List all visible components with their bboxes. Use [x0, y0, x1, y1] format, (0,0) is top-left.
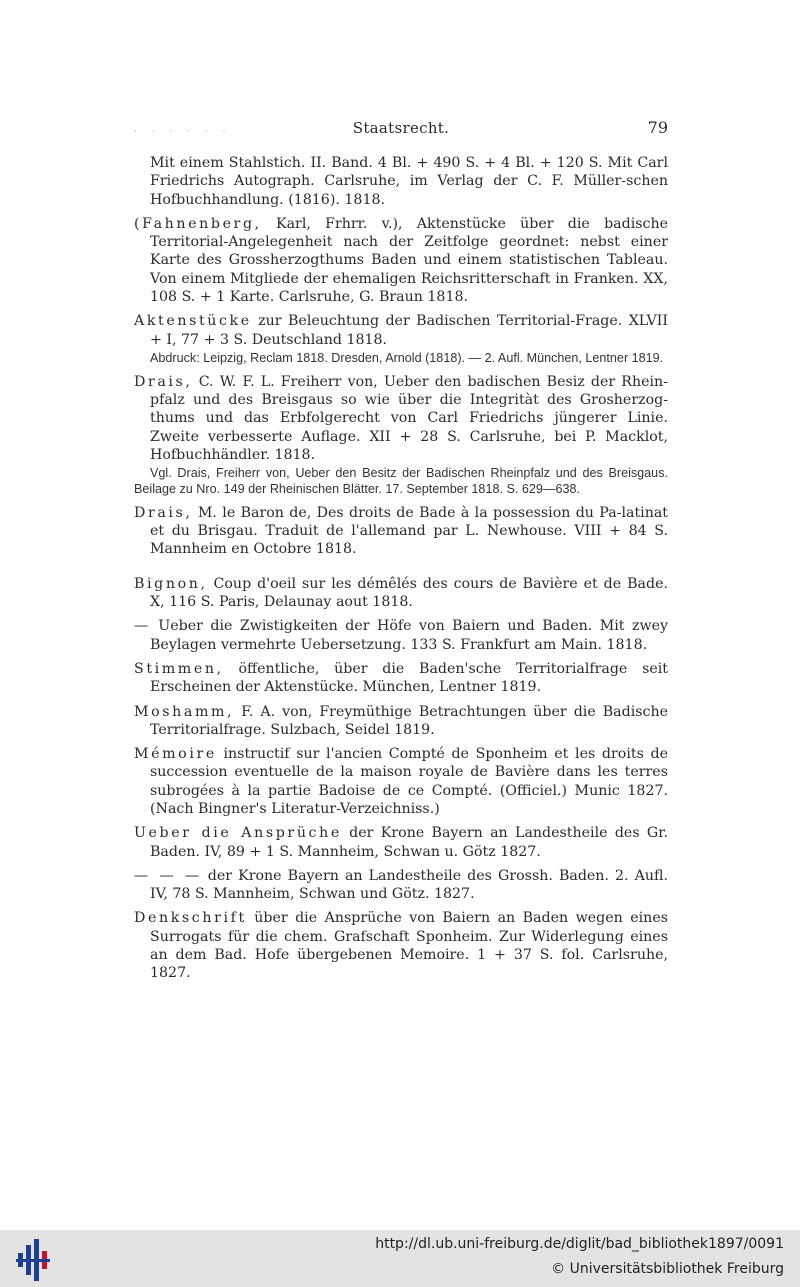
bibliography-entry [134, 867, 668, 904]
entry-lead-word: Drais, [134, 373, 193, 390]
entry-lead-word: Denkschrift [134, 910, 247, 927]
entry-text: F. A. von, Freymüthige Betrachtungen über die Badische Territorialfrage. Sulzbach, Seidel 1819. [150, 703, 668, 738]
bibliography-entry [134, 745, 668, 818]
bibliography-entry [134, 504, 668, 559]
entry-lead-word: — — — [134, 867, 202, 884]
bibliography-entry [134, 660, 668, 697]
bibliography-entry [134, 703, 668, 740]
entry-text: der Krone Bayern an Landestheile des Grossh. Baden. 2. Aufl. IV, 78 S. Mannheim, Schwan und Götz. 1827. [150, 867, 668, 903]
entry-text: C. W. F. L. Freiherr von, Ueber den badischen Besiz der Rhein-pfalz und des Breisgaus so wie über die Integritàt des Grosherzog-thums und das Erbfolgerecht von Carl Friedrichs jüngerer Linie. Zweite verbesserte Auflage. XII + 28 S. Carlsruhe, bei P. Macklot, Hofbuchhändler. 1818. [150, 373, 668, 463]
footer-bar [0, 1230, 800, 1287]
running-title: Staatsrecht. [352, 119, 450, 137]
entry-lead-word: Drais, [134, 504, 193, 521]
bibliography-entry [134, 154, 668, 209]
print-smudge: · · · · · · [134, 127, 232, 137]
entry-text: über die Ansprüche von Baiern an Baden wegen eines Surrogats für die chem. Grafschaft Sponheim. Zur Widerlegung eines an dem Bad. Hofe übergebenen Memoire. 1 + 37 S. fol. Carlsruhe, 1827. [150, 910, 668, 982]
entry-lead-word: Bignon, [134, 575, 208, 592]
entry-text: Coup d'oeil sur les démêlés des cours de Bavière et de Bade. X, 116 S. Paris, Delaunay aout 1818. [150, 575, 668, 611]
entry-text: der Krone Bayern an Landestheile des Gr. Baden. IV, 89 + 1 S. Mannheim, Schwan u. Götz 1827. [150, 825, 668, 860]
note-text: Abdruck: Leipzig, Reclam 1818. Dresden, Arnold (1818). — 2. Aufl. München, Lentner 1819. [150, 350, 664, 365]
page-header [134, 118, 668, 140]
entry-text: M. le Baron de, Des droits de Bade à la possession du Pa-latinat et du Brisgau. Traduit de l'allemand par L. Newhouse. VIII + 84 S. Mannheim en Octobre 1818. [150, 504, 668, 558]
bibliography-entry [134, 215, 668, 306]
entry-text: instructif sur l'ancien Compté de Sponheim et les droits de succession eventuelle de la maison royale de Bavière dans les terres subrogées à la partie Badoise de ce Compté. (Officiel.) Munic 1827. (Nach Bingner's Literatur-Verzeichniss.) [150, 746, 668, 817]
page-number: 79 [647, 118, 668, 137]
copyright-text: © Universitätsbibliothek Freiburg [551, 1261, 784, 1277]
entry-text: öffentliche, über die Baden'sche Territorialfrage seit Erscheinen der Aktenstücke. München, Lentner 1819. [150, 660, 668, 696]
document-url-link[interactable]: http://dl.ub.uni-freiburg.de/diglit/bad_bibliothek1897/0091 [375, 1236, 784, 1252]
annotation-note [134, 466, 668, 498]
entry-lead-word: Ueber die Ansprüche [134, 825, 342, 842]
bibliography-entry [134, 909, 668, 982]
entry-lead-word: (Fahnenberg, [134, 215, 262, 232]
note-text: Vgl. Drais, Freiherr von, Ueber den Besitz der Badischen Rheinpfalz und des Breisgaus. Beilage zu Nro. 149 der Rheinischen Blätter. 17. September 1818. S. 629—638. [134, 466, 668, 497]
bibliography-entry [134, 373, 668, 464]
entry-text: Karl, Frhrr. v.), Aktenstücke über die badische Territorial-Angelegenheit nach der Zeitfolge geordnet: nebst einer Karte des Grossherzogthums Baden und einem statistischen Tableau. Von einem Mitgliede der ehemaligen Reichsritterschaft in Franken. XX, 108 S. + 1 Karte. Carlsruhe, G. Braun 1818. [150, 215, 668, 306]
bibliography-entry [134, 617, 668, 654]
entry-text: Mit einem Stahlstich. II. Band. 4 Bl. + 490 S. + 4 Bl. + 120 S. Mit Carl Friedrichs Autograph. Carlsruhe, im Verlag der C. F. Müller-schen Hofbuchhandlung. (1816). 1818. [150, 155, 668, 208]
entry-lead-word: — [134, 618, 151, 635]
bibliography-text [134, 154, 668, 989]
bibliography-entry [134, 824, 668, 861]
bibliography-entry [134, 312, 668, 349]
entry-lead-word: Moshamm, [134, 703, 235, 720]
entry-text: zur Beleuchtung der Badischen Territorial-Frage. XLVII + I, 77 + 3 S. Deutschland 1818. [150, 313, 668, 348]
entry-lead-word: Stimmen, [134, 660, 224, 677]
ub-freiburg-logo-icon[interactable] [16, 1239, 52, 1281]
entry-text: Ueber die Zwistigkeiten der Höfe von Baiern und Baden. Mit zwey Beylagen vermehrte Uebersetzung. 133 S. Frankfurt am Main. 1818. [150, 618, 668, 653]
entry-lead-word: Mémoire [134, 746, 217, 763]
entry-gap [134, 565, 668, 575]
entry-lead-word: Aktenstücke [134, 313, 252, 330]
annotation-note [134, 351, 668, 367]
bibliography-entry [134, 575, 668, 612]
